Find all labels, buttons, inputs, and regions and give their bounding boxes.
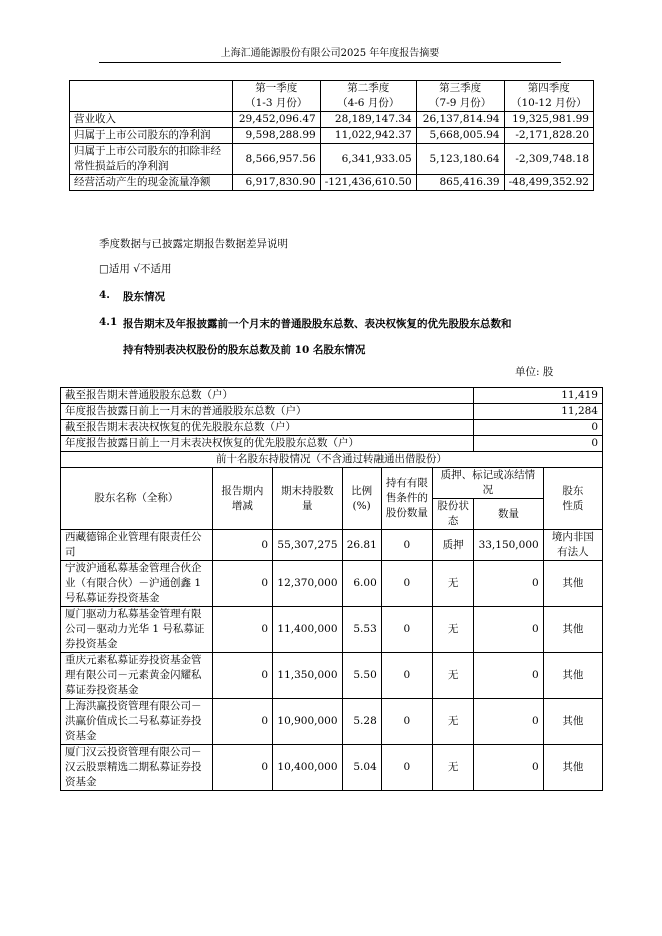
cell-value: 26,137,814.94	[416, 112, 504, 128]
holder-restricted: 0	[381, 561, 432, 607]
holder-held: 10,400,000	[273, 745, 342, 791]
col-header-held: 期末持股数量	[273, 468, 342, 530]
holder-change: 0	[212, 530, 272, 561]
holder-nature: 境内非国有法人	[543, 530, 602, 561]
holder-pledge-qty: 0	[474, 607, 543, 653]
summary-row	[61, 404, 603, 420]
section-4-title: 股东情况	[123, 291, 165, 303]
col-header-name: 股东名称（全称）	[61, 468, 213, 530]
holder-ratio: 5.04	[342, 745, 381, 791]
holder-name: 重庆元素私募证券投资基金管理有限公司－元素黄金闪耀私募证券投资基金	[61, 653, 213, 699]
q3-header: 第三季度 （7-9 月份）	[416, 81, 504, 112]
diff-note: 季度数据与已披露定期报告数据差异说明	[99, 238, 288, 250]
holder-ratio: 6.00	[342, 561, 381, 607]
holder-held: 11,400,000	[273, 607, 342, 653]
cell-value: 28,189,147.34	[320, 112, 416, 128]
summary-label: 截至报告期末表决权恢复的优先股股东总数（户）	[61, 420, 474, 436]
summary-row	[61, 436, 603, 452]
summary-label: 年度报告披露日前上一月末表决权恢复的优先股股东总数（户）	[61, 436, 474, 452]
cell-value: 5,123,180.64	[416, 144, 504, 175]
holder-nature: 其他	[543, 745, 602, 791]
table-row	[70, 112, 594, 128]
q1-header: 第一季度 （1-3 月份）	[232, 81, 320, 112]
holder-change: 0	[212, 607, 272, 653]
row-label: 营业收入	[70, 112, 233, 128]
q2-header: 第二季度 （4-6 月份）	[320, 81, 416, 112]
row-label: 经营活动产生的现金流量净额	[70, 175, 233, 191]
table-row	[61, 607, 603, 653]
cell-value: 5,668,005.94	[416, 128, 504, 144]
holder-pledge-qty: 0	[474, 653, 543, 699]
cell-value: 8,566,957.56	[232, 144, 320, 175]
holder-pledge-state: 无	[433, 699, 474, 745]
summary-value: 11,419	[474, 388, 603, 404]
holder-nature: 其他	[543, 699, 602, 745]
section-4-1-title-line2: 持有特别表决权股份的股东总数及前 10 名股东情况	[123, 344, 366, 356]
col-header-restricted: 持有有限售条件的股份数量	[381, 468, 432, 530]
cell-value: 865,416.39	[416, 175, 504, 191]
holder-name: 上海洪赢投资管理有限公司－洪赢价值成长二号私募证券投资基金	[61, 699, 213, 745]
holder-nature: 其他	[543, 607, 602, 653]
col-header-pledge: 质押、标记或冻结情况	[433, 468, 544, 499]
holder-ratio: 5.50	[342, 653, 381, 699]
holder-pledge-state: 无	[433, 653, 474, 699]
holder-pledge-qty: 33,150,000	[474, 530, 543, 561]
holder-pledge-state: 无	[433, 561, 474, 607]
holder-name: 厦门驱动力私募基金管理有限公司－驱动力光华 1 号私募证券投资基金	[61, 607, 213, 653]
holder-pledge-state: 无	[433, 745, 474, 791]
holder-nature: 其他	[543, 561, 602, 607]
holder-held: 10,900,000	[273, 699, 342, 745]
cell-value: -2,171,828.20	[504, 128, 593, 144]
summary-row	[61, 388, 603, 404]
holder-change: 0	[212, 561, 272, 607]
cell-value: 9,598,288.99	[232, 128, 320, 144]
cell-value: 6,917,830.90	[232, 175, 320, 191]
holder-pledge-qty: 0	[474, 561, 543, 607]
holder-held: 12,370,000	[273, 561, 342, 607]
section-4-number: 4.	[99, 289, 110, 301]
table-row	[61, 530, 603, 561]
cell-value: 11,022,942.37	[320, 128, 416, 144]
cell-value: 6,341,933.05	[320, 144, 416, 175]
holder-nature: 其他	[543, 653, 602, 699]
holder-change: 0	[212, 653, 272, 699]
holder-restricted: 0	[381, 699, 432, 745]
holder-name: 西藏德锦企业管理有限责任公司	[61, 530, 213, 561]
holder-pledge-qty: 0	[474, 699, 543, 745]
holder-change: 0	[212, 745, 272, 791]
holder-held: 55,307,275	[273, 530, 342, 561]
table-row	[61, 561, 603, 607]
table-row	[70, 175, 594, 191]
col-header-pledge-state: 股份状态	[433, 499, 474, 530]
quarterly-header-blank	[70, 81, 233, 112]
table-row	[61, 745, 603, 791]
col-header-pledge-qty: 数量	[474, 499, 543, 530]
quarterly-table	[69, 80, 594, 191]
row-label: 归属于上市公司股东的扣除非经常性损益后的净利润	[70, 144, 233, 175]
table-row	[61, 699, 603, 745]
top10-title: 前十名股东持股情况（不含通过转融通出借股份）	[61, 452, 603, 468]
holder-ratio: 5.28	[342, 699, 381, 745]
summary-row	[61, 420, 603, 436]
cell-value: -121,436,610.50	[320, 175, 416, 191]
col-header-ratio: 比例(%)	[342, 468, 381, 530]
col-header-nature: 股东性质	[543, 468, 602, 530]
holder-change: 0	[212, 699, 272, 745]
table-row	[61, 653, 603, 699]
holder-restricted: 0	[381, 530, 432, 561]
cell-value: -2,309,748.18	[504, 144, 593, 175]
shareholder-table	[60, 387, 603, 791]
section-4-1-title-line1: 报告期末及年报披露前一个月末的普通股股东总数、表决权恢复的优先股股东总数和	[123, 318, 512, 330]
top10-title-row	[61, 452, 603, 468]
section-4-1-number: 4.1	[99, 316, 118, 328]
summary-label: 截至报告期末普通股股东总数（户）	[61, 388, 474, 404]
summary-value: 0	[474, 436, 603, 452]
column-header-row	[61, 468, 603, 499]
holder-held: 11,350,000	[273, 653, 342, 699]
quarterly-header-row	[70, 81, 594, 112]
cell-value: 29,452,096.47	[232, 112, 320, 128]
cell-value: 19,325,981.99	[504, 112, 593, 128]
applicable-options: □适用 √不适用	[99, 263, 172, 275]
q4-header: 第四季度 （10-12 月份）	[504, 81, 593, 112]
holder-pledge-state: 质押	[433, 530, 474, 561]
holder-ratio: 26.81	[342, 530, 381, 561]
col-header-change: 报告期内增减	[212, 468, 272, 530]
holder-name: 宁波沪通私募基金管理合伙企业（有限合伙）－沪通创鑫 1 号私募证券投资基金	[61, 561, 213, 607]
table-row	[70, 128, 594, 144]
summary-value: 11,284	[474, 404, 603, 420]
summary-label: 年度报告披露日前上一月末的普通股股东总数（户）	[61, 404, 474, 420]
holder-restricted: 0	[381, 607, 432, 653]
row-label: 归属于上市公司股东的净利润	[70, 128, 233, 144]
holder-name: 厦门汉云投资管理有限公司－汉云股票精选二期私募证券投资基金	[61, 745, 213, 791]
holder-pledge-qty: 0	[474, 745, 543, 791]
summary-value: 0	[474, 420, 603, 436]
holder-restricted: 0	[381, 745, 432, 791]
unit-label: 单位: 股	[515, 366, 554, 378]
holder-ratio: 5.53	[342, 607, 381, 653]
page-header: 上海汇通能源股份有限公司2025 年年度报告摘要	[99, 45, 561, 63]
table-row	[70, 144, 594, 175]
holder-pledge-state: 无	[433, 607, 474, 653]
holder-restricted: 0	[381, 653, 432, 699]
cell-value: -48,499,352.92	[504, 175, 593, 191]
